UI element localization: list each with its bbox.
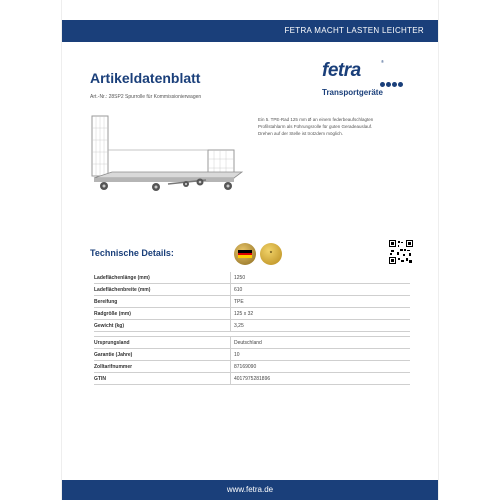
table-row [94, 308, 410, 320]
logo-dots-icon [380, 74, 406, 80]
datasheet-page [62, 0, 438, 500]
description-line: Ein 5. TPE-Rad 125 mm Ø an einem federbeaufschlagten [258, 117, 374, 122]
spec-label: Gewicht (kg) [94, 320, 231, 332]
german-flag-icon [238, 250, 252, 258]
made-in-germany-badge-icon [234, 243, 256, 265]
product-image [88, 114, 258, 202]
spec-value: TPE [231, 296, 411, 308]
spec-label: Radgröße (mm) [94, 308, 231, 320]
spec-label: Ladeflächenlänge (mm) [94, 272, 231, 284]
spec-value: 4017975281896 [231, 373, 411, 385]
banner-slogan: FETRA MACHT LASTEN LEICHTER [284, 26, 424, 35]
spec-value: Deutschland [231, 337, 411, 349]
product-description [258, 116, 418, 137]
footer-banner [62, 480, 438, 500]
table-row [94, 349, 410, 361]
table-row [94, 296, 410, 308]
spec-value: 610 [231, 284, 411, 296]
table-row [94, 337, 410, 349]
registered-mark: ® [381, 59, 384, 64]
spec-value: 3,25 [231, 320, 411, 332]
specs-table [94, 272, 410, 385]
spec-label: Ladeflächenbreite (mm) [94, 284, 231, 296]
spec-value: 87169090 [231, 361, 411, 373]
spec-label: Zolltarifnummer [94, 361, 231, 373]
table-row [94, 284, 410, 296]
spec-label: Bereifung [94, 296, 231, 308]
page-title: Artikeldatenblatt [90, 70, 201, 86]
qr-code-icon[interactable] [389, 240, 413, 264]
quality-seal-badge-icon [260, 243, 282, 265]
logo-tagline: Transportgeräte [322, 88, 383, 97]
spec-label: Garantie (Jahre) [94, 349, 231, 361]
top-banner [62, 20, 438, 42]
spec-value: 1250 [231, 272, 411, 284]
table-row [94, 361, 410, 373]
description-line: Drehen auf der Stelle ist trotzdem möglich. [258, 131, 344, 136]
quality-seal-text: ★ [269, 250, 273, 254]
table-row [94, 320, 410, 332]
spec-value: 125 x 32 [231, 308, 411, 320]
spec-label: Ursprungsland [94, 337, 231, 349]
footer-url-link[interactable]: www.fetra.de [226, 485, 274, 494]
article-number: Art.-Nr.: 28SP2 Spurrolle für Kommissionierwagen [90, 94, 202, 100]
spec-value: 10 [231, 349, 411, 361]
description-line: Profilstahlarm als Führungsrolle für guten Geradeauslauf. [258, 124, 373, 129]
spec-label: GTIN [94, 373, 231, 385]
section-title: Technische Details: [90, 248, 174, 258]
table-row [94, 272, 410, 284]
table-row [94, 373, 410, 385]
logo-wordmark: fetra [322, 60, 361, 81]
